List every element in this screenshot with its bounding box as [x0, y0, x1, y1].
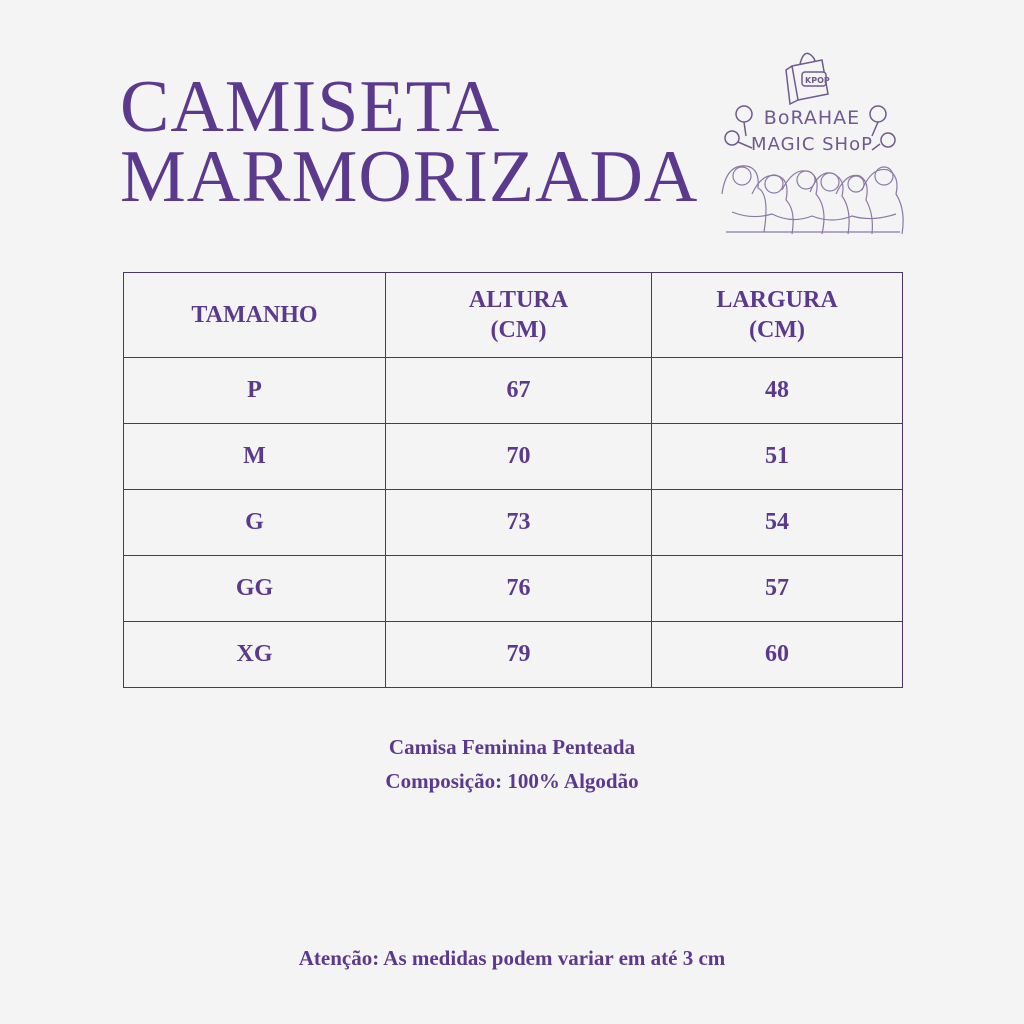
cell-largura: 57 [652, 556, 903, 622]
table-header-row [124, 273, 903, 358]
header-altura-unit: (CM) [490, 317, 547, 343]
size-table [123, 272, 903, 688]
group-illustration [722, 166, 903, 234]
cell-size: M [124, 424, 386, 490]
header-largura-label: LARGURA [716, 287, 838, 313]
cell-size: P [124, 358, 386, 424]
title-line-1: CAMISETA [120, 66, 501, 148]
header-tamanho-label: TAMANHO [191, 302, 318, 328]
header-altura [386, 273, 652, 358]
cell-largura: 54 [652, 490, 903, 556]
header-largura-unit: (CM) [749, 317, 805, 343]
logo-badge-text: KPOP [805, 76, 830, 85]
table-row [124, 358, 903, 424]
header-altura-label: ALTURA [468, 287, 569, 313]
cell-size: G [124, 490, 386, 556]
page-title [120, 66, 699, 218]
product-type: Camisa Feminina Penteada [388, 735, 636, 759]
measurement-notice: Atenção: As medidas podem variar em até 3 cm [298, 946, 726, 970]
cell-size: XG [124, 622, 386, 688]
cell-altura: 73 [386, 490, 652, 556]
logo-line-1: BoRAHAE [763, 107, 861, 129]
cell-size: GG [124, 556, 386, 622]
table-row [124, 556, 903, 622]
table-row [124, 622, 903, 688]
cell-largura: 51 [652, 424, 903, 490]
brand-logo [712, 44, 912, 240]
cell-altura: 76 [386, 556, 652, 622]
product-info [0, 730, 1024, 798]
logo-line-2: MAGIC SHoP [751, 134, 873, 155]
cell-largura: 60 [652, 622, 903, 688]
cell-largura: 48 [652, 358, 903, 424]
title-line-2: MARMORIZADA [120, 136, 699, 218]
header-tamanho [124, 273, 386, 358]
cell-altura: 67 [386, 358, 652, 424]
header-largura [652, 273, 903, 358]
cell-altura: 79 [386, 622, 652, 688]
table-row [124, 490, 903, 556]
table-row [124, 424, 903, 490]
cell-altura: 70 [386, 424, 652, 490]
product-composition: Composição: 100% Algodão [385, 769, 639, 793]
